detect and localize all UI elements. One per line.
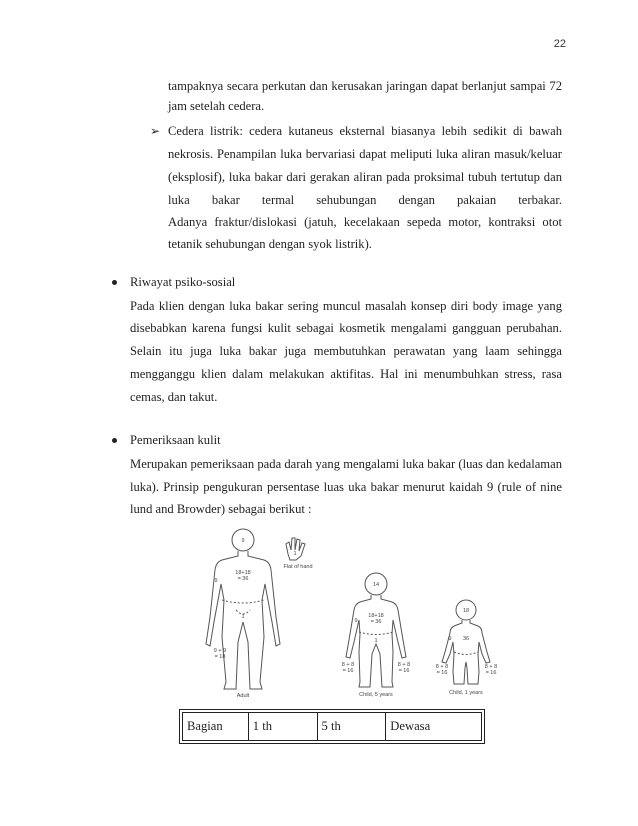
electric-line-6: tetanik sehubungan dengan syok listrik). xyxy=(168,237,372,251)
continuation-line-2: jam setelah cedera. xyxy=(168,99,265,113)
table-header-cell: Bagian xyxy=(183,713,249,741)
table-header-cell: 1 th xyxy=(248,713,317,741)
child1-left-leg-sum-label: = 16 xyxy=(436,670,448,676)
child5-right-leg-label: 8 + 8 xyxy=(397,662,411,668)
child1-right-leg-label: 8 + 8 xyxy=(484,664,498,670)
child5-trunk-sum-label: = 36 xyxy=(370,619,382,625)
electric-line-2: nekrosis. Penampilan luka bervariasi dapat meliputi luka aliran masuk/keluar xyxy=(168,147,562,161)
adult-caption: Adult xyxy=(236,693,250,699)
child5-body-outline xyxy=(346,573,406,687)
psychosocial-line-1: Pada klien dengan luka bakar sering muncul masalah konsep diri body image yang xyxy=(130,299,562,313)
psychosocial-line-2: disebabkan karena fungsi kulit sebagai kosmetik mengalami gangguan perubahan. xyxy=(130,321,562,335)
psychosocial-line-5: cemas, dan takut. xyxy=(130,390,218,404)
adult-head-label: 9 xyxy=(241,538,245,544)
child1-right-leg-sum-label: = 16 xyxy=(485,670,497,676)
skin-exam-line-1: Merupakan pemeriksaan pada darah yang mengalami luka bakar (luas dan kedalaman xyxy=(130,457,562,471)
table-header-cell: Dewasa xyxy=(386,713,482,741)
bullet-icon xyxy=(112,438,117,443)
child5-left-leg-sum-label: = 16 xyxy=(342,668,354,674)
adult-leg-label: 9 + 9 xyxy=(213,648,227,654)
child1-head-label: 18 xyxy=(462,608,470,614)
arrow-bullet-icon: ➢ xyxy=(150,124,161,138)
child5-trunk-label: 18+18 xyxy=(368,613,384,619)
continuation-line-1: tampaknya secara perkutan dan kerusakan jaringan dapat berlanjut sampai 72 xyxy=(168,79,562,93)
psychosocial-line-3: Selain itu juga luka bakar juga membutuhkan perawatan yang laam sehingga xyxy=(130,344,562,358)
adult-trunk-sum-label: = 36 xyxy=(237,576,249,582)
electric-line-4: luka bakar termal sehubungan dengan pakaian terbakar. xyxy=(168,193,562,207)
adult-leg-sum-label: = 18 xyxy=(214,654,226,660)
psychosocial-line-4: mengganggu klien dalam melakukan aktifitas. Hal ini menumbuhkan stress, rasa xyxy=(130,367,562,381)
adult-perineum-label: 1 xyxy=(241,614,245,620)
body-area-table xyxy=(179,709,485,744)
skin-exam-heading: Pemeriksaan kulit xyxy=(130,433,221,447)
hand-label: 1 xyxy=(293,551,297,557)
child5-head-label: 14 xyxy=(372,582,380,588)
table-header-row xyxy=(183,713,482,741)
table-header-cell: 5 th xyxy=(317,713,386,741)
skin-exam-line-2: luka). Prinsip pengukuran persentase luas uka bakar menurut kaidah 9 (rule of nine xyxy=(130,480,562,494)
bullet-icon xyxy=(112,280,117,285)
adult-body-outline xyxy=(206,529,280,689)
child5-perineum-label: 1 xyxy=(374,638,378,644)
electric-line-1: Cedera listrik: cedera kutaneus eksternal biasanya lebih sedikit di bawah xyxy=(168,124,562,138)
child1-left-leg-label: 8 + 8 xyxy=(435,664,449,670)
child5-caption: Child, 5 years xyxy=(359,692,393,698)
child1-arm-label: 9 xyxy=(448,636,452,642)
child1-caption: Child, 1 years xyxy=(449,690,483,696)
adult-trunk-label: 18+18 xyxy=(235,570,251,576)
electric-line-3: (eksplosif), luka bakar dari gerakan aliran pada proksimal tubuh tertutup dan xyxy=(168,170,562,184)
hand-caption: Flat of hand xyxy=(283,564,313,570)
child5-arm-label: 9 xyxy=(354,618,358,624)
psychosocial-heading: Riwayat psiko-sosial xyxy=(130,275,236,289)
page-number: 22 xyxy=(553,38,566,50)
electric-line-5: Adanya fraktur/dislokasi (jatuh, kecelakaan sepeda motor, kontraksi otot xyxy=(168,215,562,229)
child5-right-leg-sum-label: = 16 xyxy=(398,668,410,674)
skin-exam-line-3: lund and Browder) sebagai berikut : xyxy=(130,502,312,516)
child1-trunk-label: 36 xyxy=(462,636,470,642)
rule-of-nines-figure xyxy=(188,522,508,697)
rule-of-nines-illustration xyxy=(188,522,508,697)
child5-left-leg-label: 8 + 8 xyxy=(341,662,355,668)
adult-arm-label: 9 xyxy=(214,578,218,584)
